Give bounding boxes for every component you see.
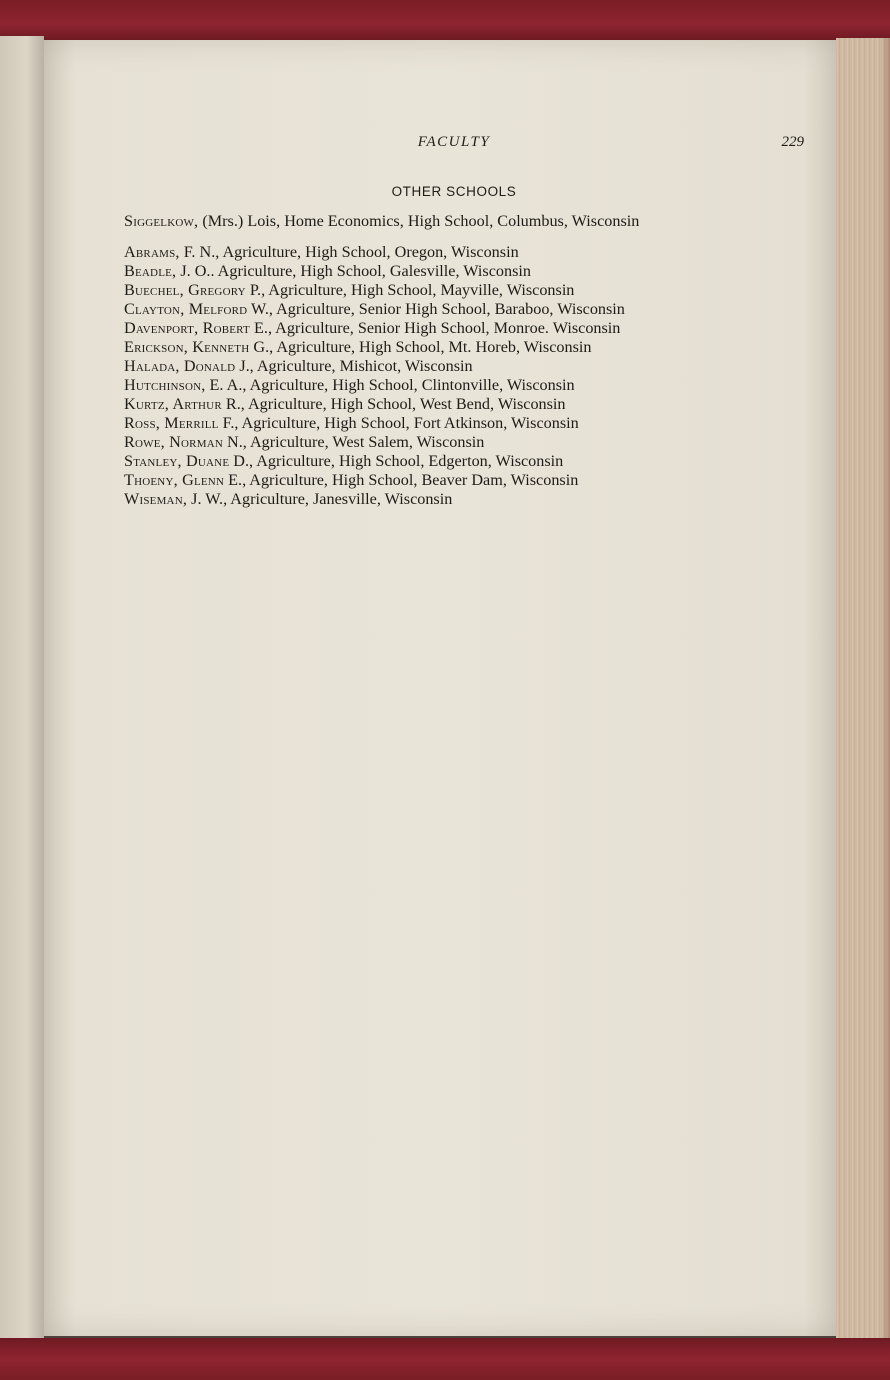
faculty-surname: Rowe, Norman xyxy=(124,433,223,451)
faculty-surname: Thoeny, Glenn xyxy=(124,471,225,489)
faculty-details: J. O.. Agriculture, High School, Galesville, Wisconsin xyxy=(176,262,531,280)
faculty-entry xyxy=(124,300,625,319)
page-text xyxy=(124,40,804,1336)
faculty-surname: Halada, Donald xyxy=(124,357,236,375)
faculty-details: R., Agriculture, High School, West Bend, Wisconsin xyxy=(221,395,566,413)
faculty-surname: Buechel, Gregory xyxy=(124,281,246,299)
faculty-details: G., Agriculture, High School, Mt. Horeb, Wisconsin xyxy=(249,338,592,356)
book-page xyxy=(44,40,836,1336)
faculty-surname: Siggelkow, xyxy=(124,212,199,230)
faculty-entry xyxy=(124,212,639,231)
faculty-details: W., Agriculture, Senior High School, Baraboo, Wisconsin xyxy=(247,300,625,318)
faculty-surname: Hutchinson, xyxy=(124,376,206,394)
faculty-entry xyxy=(124,433,484,452)
faculty-entry xyxy=(124,471,578,490)
faculty-details: E., Agriculture, Senior High School, Monroe. Wisconsin xyxy=(249,319,621,337)
faculty-details: N., Agriculture, West Salem, Wisconsin xyxy=(222,433,485,451)
faculty-surname: Kurtz, Arthur xyxy=(124,395,222,413)
faculty-surname: Abrams, xyxy=(124,243,180,261)
page-number: 229 xyxy=(781,134,804,150)
faculty-details: D., Agriculture, High School, Edgerton, Wisconsin xyxy=(229,452,564,470)
faculty-surname: Wiseman, xyxy=(124,490,188,508)
faculty-surname: Clayton, Melford xyxy=(124,300,248,318)
faculty-entry xyxy=(124,452,563,471)
faculty-entry xyxy=(124,357,473,376)
faculty-entry xyxy=(124,338,591,357)
faculty-details: J., Agriculture, Mishicot, Wisconsin xyxy=(235,357,473,375)
faculty-entry xyxy=(124,319,620,338)
faculty-details: (Mrs.) Lois, Home Economics, High School, Columbus, Wisconsin xyxy=(198,212,640,230)
faculty-details: E., Agriculture, High School, Beaver Dam, Wisconsin xyxy=(224,471,579,489)
faculty-surname: Beadle, xyxy=(124,262,177,280)
faculty-details: J. W., Agriculture, Janesville, Wisconsin xyxy=(187,490,453,508)
faculty-entry xyxy=(124,395,566,414)
book-binding-bottom xyxy=(0,1338,890,1380)
faculty-surname: Davenport, Robert xyxy=(124,319,250,337)
page-stack-edge xyxy=(836,38,890,1340)
faculty-surname: Stanley, Duane xyxy=(124,452,230,470)
faculty-entry xyxy=(124,281,574,300)
faculty-entry xyxy=(124,243,519,262)
faculty-details: F., Agriculture, High School, Fort Atkinson, Wisconsin xyxy=(218,414,579,432)
previous-page-edge xyxy=(0,36,44,1342)
faculty-surname: Ross, Merrill xyxy=(124,414,219,432)
running-head xyxy=(124,132,804,154)
faculty-entry xyxy=(124,262,531,281)
faculty-details: F. N., Agriculture, High School, Oregon, Wisconsin xyxy=(179,243,519,261)
running-title: FACULTY xyxy=(417,134,491,150)
faculty-details: E. A., Agriculture, High School, Clintonville, Wisconsin xyxy=(205,376,575,394)
faculty-details: P., Agriculture, High School, Mayville, Wisconsin xyxy=(245,281,575,299)
section-heading: OTHER SCHOOLS xyxy=(391,184,517,199)
faculty-entry xyxy=(124,490,452,509)
book-binding-top xyxy=(0,0,890,40)
faculty-entry xyxy=(124,376,575,395)
faculty-surname: Erickson, Kenneth xyxy=(124,338,250,356)
faculty-entry xyxy=(124,414,579,433)
